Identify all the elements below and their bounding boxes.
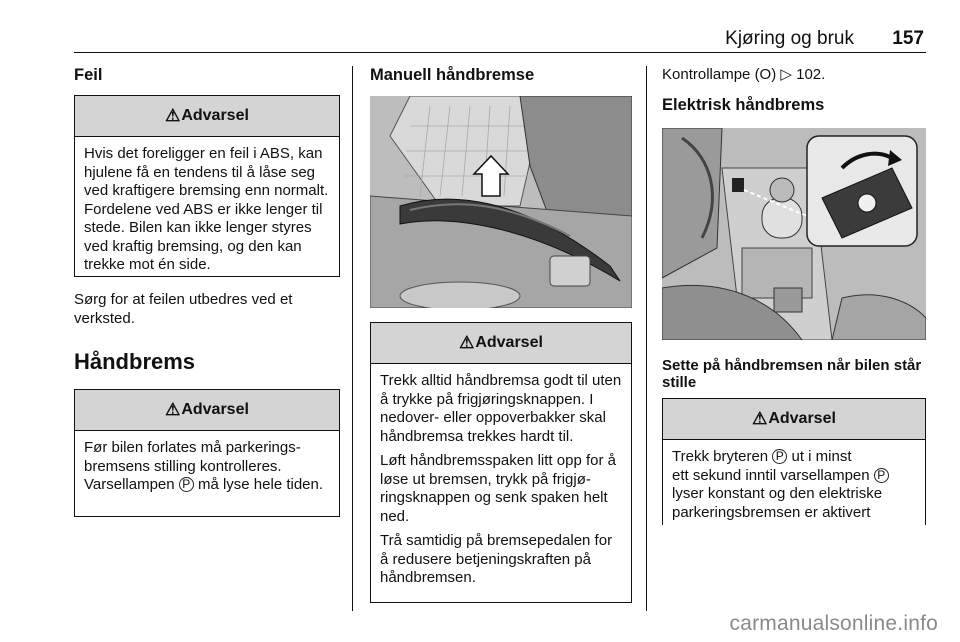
subheading-apply-handbrake: Sette på håndbremsen når bilen står stille <box>662 357 922 391</box>
heading-feil: Feil <box>74 66 103 84</box>
brake-lamp-icon: (O) <box>754 66 777 83</box>
warning-text: Før bilen forlates må parkeringsbremsens stilling kontrolleres. Varsellampen P må lyse hele tiden. <box>84 439 324 493</box>
heading-handbrems: Håndbrems <box>74 349 196 374</box>
warning-text: Hvis det foreligger en feil i ABS, kan hjulene få en tendens til å låse seg ved kraftigere bremsing enn normalt. Fordelene ved ABS er ikke lenger til stede. Bilen kan ikke lenger styres ved kraftig bremsing, og den kan trekke mot én side. <box>84 145 329 273</box>
warning-paragraph-3: Trå samtidig på bremsepedalen for å redusere betjeningskraften på håndbremsen. <box>380 532 613 586</box>
warning-header <box>75 96 339 137</box>
page-reference-arrow-icon: ▷ <box>780 66 792 83</box>
electric-handbrake-illustration <box>662 128 926 340</box>
column-right <box>662 66 926 115</box>
parking-brake-lamp-icon: P <box>179 477 194 492</box>
warning-line-4: parkeringsbremsen er aktivert <box>672 503 871 521</box>
warning-title: Advarsel <box>475 334 543 351</box>
heading-electric-handbrake: Elektrisk håndbrems <box>662 95 825 114</box>
warning-body <box>371 364 631 596</box>
column-divider-right <box>646 66 647 611</box>
warning-line-1: Trekk bryteren P ut i minst <box>672 448 852 465</box>
warning-paragraph-1: Trekk alltid håndbremsa godt til uten å trykke på frigjøringsknappen. I nedover- eller oppoverbakker skal håndbremsa trekkes hardt til. <box>380 372 622 445</box>
handbrake-lever-illustration <box>370 96 632 308</box>
warning-box-handbrems <box>74 389 340 517</box>
warning-triangle-icon: ⚠ <box>752 409 768 428</box>
parking-brake-lamp-icon: P <box>772 449 787 464</box>
warning-paragraph-2: Løft håndbremsspaken litt opp for å løse ut bremsen, trykk på frigjøringsknappen og senk spaken helt ned. <box>380 452 616 525</box>
warning-title: Advarsel <box>768 410 836 427</box>
column-divider-left <box>352 66 353 611</box>
warning-triangle-icon: ⚠ <box>165 106 181 125</box>
repair-text: Sørg for at feilen utbedres ved et verksted. <box>74 291 293 327</box>
heading-manual-handbrake: Manuell håndbremse <box>370 66 535 84</box>
warning-box-electric <box>662 398 926 525</box>
section-title: Kjøring og bruk <box>725 28 854 49</box>
warning-box-abs <box>74 95 340 277</box>
parking-brake-lamp-icon: P <box>874 468 889 483</box>
page-header <box>74 22 926 53</box>
warning-header <box>75 390 339 431</box>
warning-body <box>75 431 339 503</box>
warning-triangle-icon: ⚠ <box>459 333 475 352</box>
kontrollampe-reference: Kontrollampe (O) ▷ 102. <box>662 66 826 83</box>
warning-box-manual <box>370 322 632 603</box>
warning-title: Advarsel <box>181 107 249 124</box>
warning-line-3: lyser konstant og den elektriske <box>672 485 883 502</box>
warning-header <box>371 323 631 364</box>
warning-body <box>663 440 925 530</box>
warning-title: Advarsel <box>181 401 249 418</box>
warning-body <box>75 137 339 283</box>
column-middle <box>370 66 632 85</box>
warning-line-2: ett sekund inntil varsellampen P <box>672 467 916 486</box>
warning-triangle-icon: ⚠ <box>165 400 181 419</box>
column-left <box>74 66 340 517</box>
warning-header <box>663 399 925 440</box>
watermark: carmanualsonline.info <box>729 612 938 635</box>
page-number: 157 <box>892 28 924 49</box>
